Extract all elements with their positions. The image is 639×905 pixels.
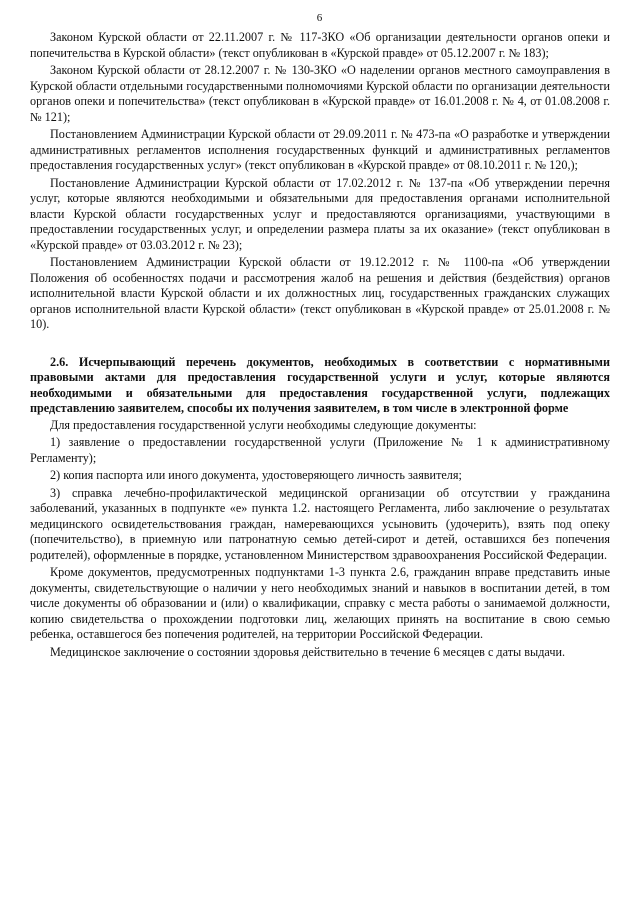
document-list-item: 3) справка лечебно-профилактической медицинской организации об отсутствии у гражданина заболеваний, указанных в подпункте «е» пункта 1.2. настоящего Регламента, либо заключение о результатах медицинского освидетельствования граждан, намеревающихся усыновить (удочерить), взять под опеку (попечительство), в приемную или патронатную семью детей-сирот и детей, оставшихся без попечения родителей), оформленные в порядке, установленном Министерством здравоохранения Российской Федерации.	[30, 485, 610, 562]
document-body	[30, 30, 610, 662]
additional-documents-paragraph: Кроме документов, предусмотренных подпунктами 1-3 пункта 2.6, гражданин вправе представить иные документы, свидетельствующие о наличии у него необходимых знаний и навыков в воспитании детей, в том числе документы об образовании и (или) о квалификации, справку с места работы о занимаемой должности, копию свидетельства о прохождении подготовки лиц, желающих принять на воспитание в свою семью ребенка, оставшегося без попечения родителей, на территории Российской Федерации.	[30, 565, 610, 641]
law-paragraph: Постановлением Администрации Курской области от 29.09.2011 г. № 473-па «О разработке и утверждении административных регламентов исполнения государственных функций и административных регламентов предоставления государственных услуг» (текст опубликован в «Курской правде» от 08.10.2011 г. № 120,);	[30, 127, 610, 172]
page-number: 6	[316, 12, 323, 24]
law-paragraph: Законом Курской области от 28.12.2007 г. № 130-ЗКО «О наделении органов местного самоуправления в Курской области отдельными государственными полномочиями Курской области по организации деятельности органов опеки и попечительства» (текст опубликован в «Курской правде» от 16.01.2008 г. № 4, от 01.08.2008 г. № 121);	[30, 63, 610, 124]
document-list-item: 2) копия паспорта или иного документа, удостоверяющего личность заявителя;	[50, 468, 462, 482]
law-paragraph: Постановлением Администрации Курской области от 19.12.2012 г. № 1100-па «Об утверждении Положения об особенностях подачи и рассмотрения жалоб на решения и действия (бездействия) органов исполнительной власти Курской области и их должностных лиц, государственных гражданских служащих органов исполнительной власти Курской области» (текст опубликован в «Курской правде» от 25.01.2008 г. № 10).	[30, 255, 610, 331]
law-paragraph: Постановление Администрации Курской области от 17.02.2012 г. № 137-па «Об утверждении перечня услуг, которые являются необходимыми и обязательными для предоставления органами исполнительной власти Курской области государственных услуг и предоставляются организациями, участвующими в предоставлении государственных услуг, и определении размера платы за их оказание» (текст опубликован в «Курской правде» от 03.03.2012 г. № 23);	[30, 175, 610, 252]
section-intro: Для предоставления государственной услуги необходимы следующие документы:	[50, 417, 477, 432]
validity-paragraph: Медицинское заключение о состоянии здоровья действительно в течение 6 месяцев с даты выдачи.	[50, 644, 566, 659]
law-paragraph: Законом Курской области от 22.11.2007 г. № 117-ЗКО «Об организации деятельности органов опеки и попечительства в Курской области» (текст опубликован в «Курской правде» от 05.12.2007 г. № 183);	[30, 30, 610, 60]
document-list-item: 1) заявление о предоставлении государственной услуги (Приложение № 1 к административному Регламенту);	[30, 435, 610, 465]
section-heading: 2.6. Исчерпывающий перечень документов, необходимых в соответствии с нормативными правовыми актами для предоставления государственной услуги и услуг, которые являются необходимыми и обязательными для предоставления государственной услуги, подлежащих представлению заявителем, способы их получения заявителем, в том числе в электронной форме	[30, 354, 610, 415]
